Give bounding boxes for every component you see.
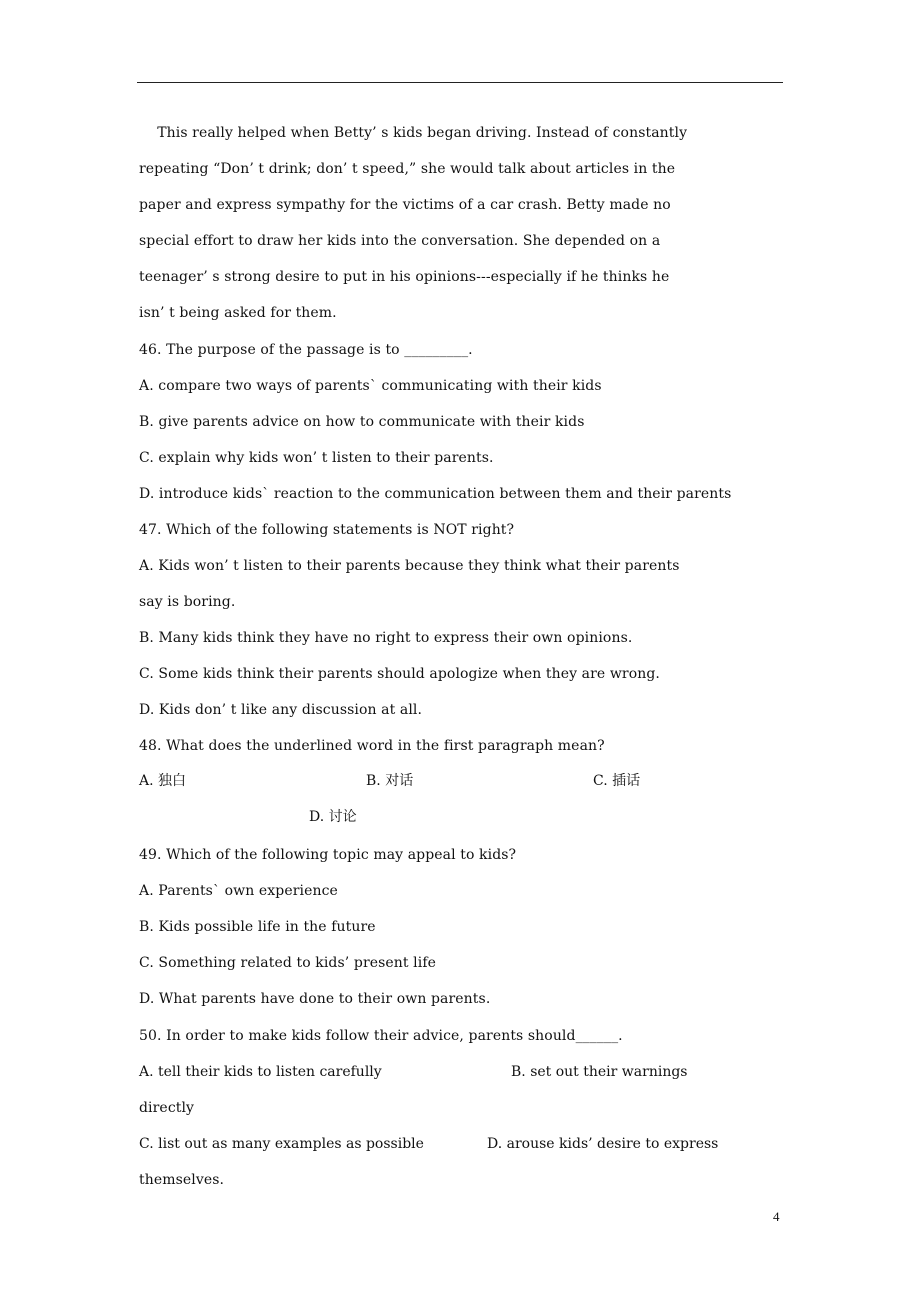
passage-line: repeating “Don’ t drink; don’ t speed,” she would talk about articles in the bbox=[139, 161, 676, 177]
page-number: 4 bbox=[773, 1209, 780, 1224]
question-47-option-a: A. Kids won’ t listen to their parents because they think what their parents bbox=[139, 558, 680, 574]
question-49-stem: 49. Which of the following topic may appeal to kids? bbox=[139, 847, 517, 863]
passage-line: This really helped when Betty’ s kids began driving. Instead of constantly bbox=[139, 125, 688, 141]
question-48-option-c: C. 插话 bbox=[593, 773, 641, 789]
question-47-stem: 47. Which of the following statements is NOT right? bbox=[139, 522, 515, 538]
question-46-option-d: D. introduce kids` reaction to the communication between them and their parents bbox=[139, 486, 732, 502]
question-50-stem: 50. In order to make kids follow their advice, parents should______. bbox=[139, 1028, 623, 1044]
question-47-option-d: D. Kids don’ t like any discussion at all. bbox=[139, 702, 423, 718]
passage-line: paper and express sympathy for the victims of a car crash. Betty made no bbox=[139, 197, 671, 213]
question-46-option-c: C. explain why kids won’ t listen to their parents. bbox=[139, 450, 494, 466]
header-rule bbox=[137, 82, 783, 83]
passage-line: special effort to draw her kids into the conversation. She depended on a bbox=[139, 233, 661, 249]
question-48-option-a: A. 独白 bbox=[139, 773, 187, 789]
question-48-stem: 48. What does the underlined word in the first paragraph mean? bbox=[139, 738, 605, 754]
question-50-option-b-cont: directly bbox=[139, 1100, 195, 1116]
question-48-option-b: B. 对话 bbox=[366, 773, 414, 789]
question-49-option-b: B. Kids possible life in the future bbox=[139, 919, 376, 935]
question-50-option-d: D. arouse kids’ desire to express bbox=[487, 1136, 719, 1152]
question-47-option-c: C. Some kids think their parents should apologize when they are wrong. bbox=[139, 666, 660, 682]
question-46-stem: 46. The purpose of the passage is to _________. bbox=[139, 342, 473, 358]
question-50-option-b: B. set out their warnings bbox=[511, 1064, 688, 1080]
passage-line: isn’ t being asked for them. bbox=[139, 305, 337, 321]
question-50-option-d-cont: themselves. bbox=[139, 1172, 225, 1188]
question-47-option-b: B. Many kids think they have no right to express their own opinions. bbox=[139, 630, 633, 646]
question-50-option-a: A. tell their kids to listen carefully bbox=[139, 1064, 382, 1080]
question-46-option-a: A. compare two ways of parents` communicating with their kids bbox=[139, 378, 602, 394]
question-49-option-c: C. Something related to kids’ present life bbox=[139, 955, 437, 971]
question-47-option-a-cont: say is boring. bbox=[139, 594, 236, 610]
question-48-option-d: D. 讨论 bbox=[309, 809, 357, 825]
passage-line: teenager’ s strong desire to put in his opinions---especially if he thinks he bbox=[139, 269, 670, 285]
question-49-option-a: A. Parents` own experience bbox=[139, 883, 338, 899]
question-49-option-d: D. What parents have done to their own parents. bbox=[139, 991, 491, 1007]
question-50-option-c: C. list out as many examples as possible bbox=[139, 1136, 424, 1152]
question-46-option-b: B. give parents advice on how to communicate with their kids bbox=[139, 414, 585, 430]
